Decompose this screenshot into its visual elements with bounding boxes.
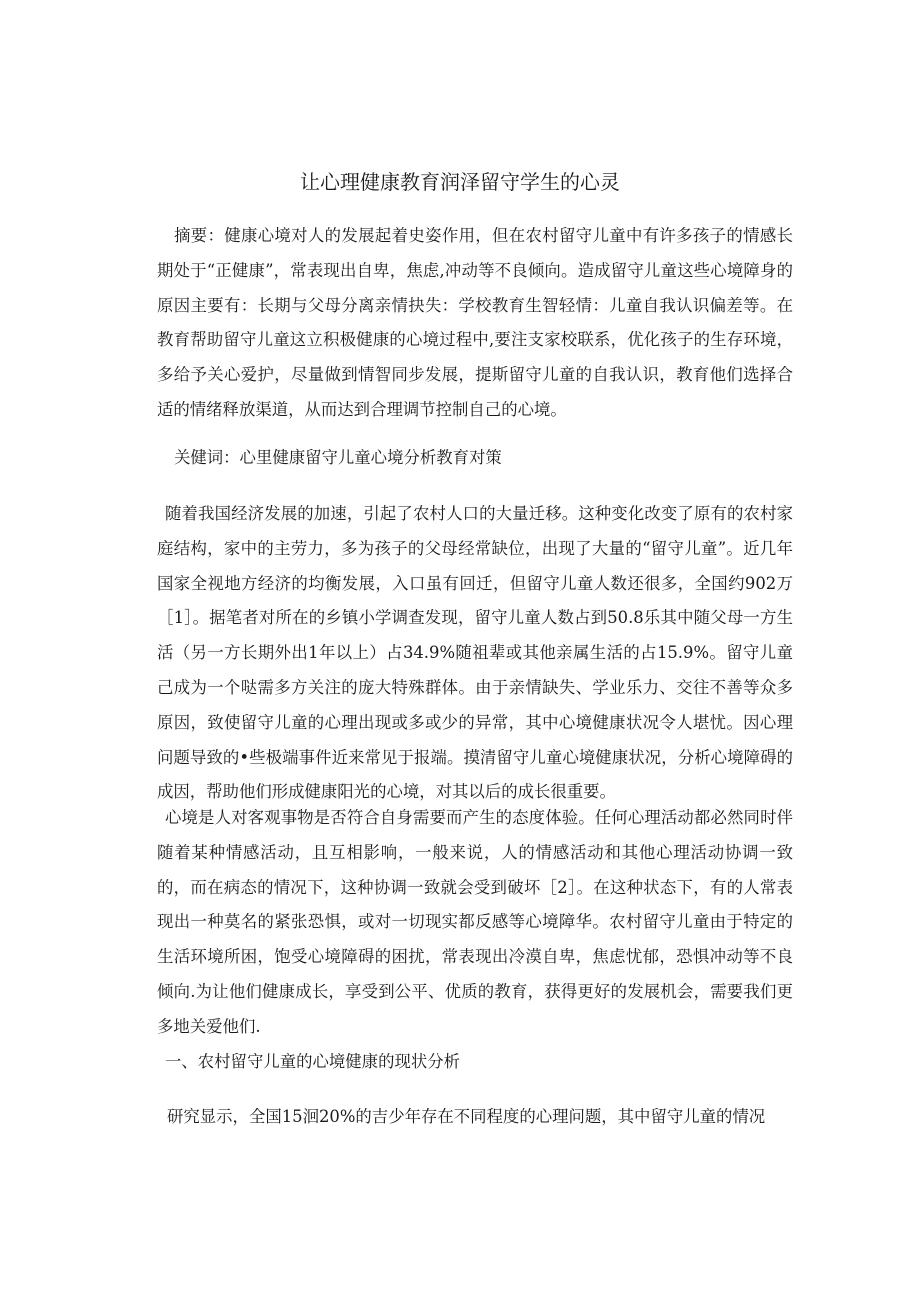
keywords-line: 关健词：心里健康留守儿童心境分析教育对策 bbox=[174, 448, 502, 467]
body-paragraph-3: 研究显示，全国15洄20%的吉少年存在不同程度的心理问题，其中留守儿童的情况 bbox=[167, 1107, 766, 1126]
section-heading-1: 一、农村留守儿童的心境健康的现状分析 bbox=[165, 1052, 461, 1071]
body-paragraph-2: 心境是人对客观事物是否符合自身需要而产生的态度体验。任何心理活动都必然同时伴随着某种情感活动，且互相影响，一般来说，人的情感活动和其他心理活动协调一致的，而在病态的情况下，这种协调一致就会受到破坏［2］。在这种状态下，有的人常表现出一种莫名的紧张恐惧，或对一切现实都反感等心境障华。农村留守儿童由于特定的生活环境所困，饱受心境障碍的困扰，常表现出冷漠自卑，焦虑忧郁，恐惧冲动等不良倾向.为让他们健康成长，享受到公平、优质的教育，获得更好的发展机会，需要我们更多地关爱他们. bbox=[157, 808, 793, 1036]
abstract-paragraph: 摘要：健康心境对人的发展起着史姿作用，但在农村留守儿童中有许多孩子的情感长期处于“正健康”，常表现出自卑，焦虑,冲动等不良倾向。造成留守儿童这些心境障身的原因主要有：长期与父母分离亲情抉失：学校教育生智轻情：儿童自我认识偏差等。在教育帮助留守儿童这立积极健康的心境过程中,要注支家校联系，优化孩子的生存环境，多给予关心爱护，尽量做到情智同步发展，提斯留守儿童的自我认识，教育他们选择合适的情绪释放渠道，从而达到合理调节控制自己的心境。 bbox=[157, 226, 793, 419]
body-paragraph-1: 随着我国经济发展的加速，引起了农村人口的大量迁移。这种变化改变了原有的农村家庭结构，家中的主劳力，多为孩子的父母经常缺位，出现了大量的“留守儿童”。近几年国家全视地方经济的均衡发展，入口虽有回迁，但留守儿童人数还很多，全国约902万［1］。据笔者对所在的乡镇小学调查发现，留守儿童人数占到50.8乐其中随父母一方生活（另一方长期外出1年以上）占34.9%随祖辈或其他亲属生活的占15.9%。留守儿童己成为一个哒需多方关注的庞大特殊群体。由于亲情缺失、学业乐力、交往不善等众多原因，致使留守儿童的心理出现或多或少的异常，其中心境健康状况令人堪忧。因心理问题导致的•些极端事件近来常见于报端。摸清留守儿童心境健康状况，分析心境障碍的成因，帮助他们形成健康阳光的心境，对其以后的成长很重要。 bbox=[157, 504, 793, 802]
document-title: 让心理健康教育润泽留守学生的心灵 bbox=[300, 170, 620, 194]
